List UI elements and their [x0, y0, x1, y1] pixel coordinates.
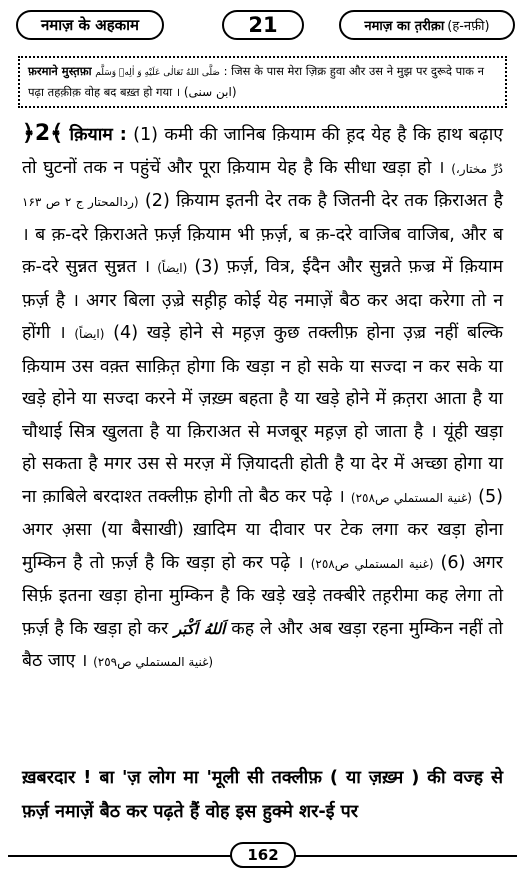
reference-5: (غنية المستملي ص٢٥٨) — [310, 556, 434, 571]
farmaan-arabic: صَلَّى اللهُ تَعَالٰى عَلَيْهِ وَ اٰلِهٖ وَسَلَّم — [95, 68, 220, 78]
chapter-subtitle-text: (ह-नफ़ी) — [447, 19, 490, 34]
book-section-title — [16, 10, 164, 40]
chapter-page-number-text: 21 — [248, 13, 278, 37]
rule-1: (1) कमी की जानिब क़ियाम की ह़द येह है कि हाथ बढ़ाए तो घुटनों तक न पहुंचें और पूरा क़ियाम येह है कि सीधा खड़ा हो । — [22, 125, 503, 178]
main-paragraph — [22, 118, 503, 679]
main-text — [22, 118, 503, 679]
rule-2: (2) क़ियाम इतनी देर तक है जितनी देर तक क़िराअत है । ब क़-दरे क़िराअते फ़र्ज़ क़ियाम भी फ़र्ज़, ब क़-दरे वाजिब वाजिब, और ब क़-दरे सुन्नत सुन्नत । — [22, 191, 503, 277]
footer-page-number-text: 162 — [247, 846, 279, 864]
farmaan-text: : जिस के पास मेरा ज़िक्र हुवा और उस ने मुझ पर दुरूदे पाक न पढ़ा तहक़ीक़ वोह बद बख़्त हो गया । — [28, 64, 485, 99]
rule-6-part-1: (6) अगर सिर्फ़ इतना खड़ा होना मुम्किन है कि खड़े खड़े तक्बीरे तह़रीमा कह लेगा तो फ़र्ज़ है कि खड़ा हो कर — [22, 552, 504, 639]
farmaan-label: फ़रमाने मुस्त़फ़ा — [28, 64, 92, 78]
reference-4: (غنية المستملي ص٢٥٨) — [350, 490, 472, 505]
reference-1: (دُرِّ مختار، ردالمحتار ج ۲ ص ۱۶۳) — [22, 161, 503, 209]
takbeer-calligraphy: اَللهُ اَكْبَر — [174, 619, 226, 638]
reference-6: (غنية المستملي ص٢٥٩) — [93, 655, 214, 669]
section-number-badge: ﴿2﴾ — [22, 121, 64, 146]
chapter-page-number — [222, 10, 304, 40]
warning-text: ख़बरदार ! बा 'ज़ लोग मा 'मूली सी तक्लीफ़ ( या ज़ख़्म ) की वज्ह से फ़र्ज़ नमाज़ें बैठ कर पढ़ते हैं वोह इस हुक्मे शर-ई पर — [22, 767, 503, 822]
rule-6-part-2: कह ले और अब खड़ा रहना मुम्किन नहीं तो बैठ जाए । — [22, 618, 503, 671]
rule-5: (5) अगर अ़सा (या बैसाखी) ख़ादिम या दीवार पर टेक लगा कर खड़ा होना मुम्किन है तो फ़र्ज़ है कि खड़ा हो कर पढ़े । — [22, 486, 504, 573]
farmaan-reference: (ابن سنی) — [183, 85, 237, 99]
reference-2: (ایضاً) — [157, 261, 188, 275]
page-header — [8, 6, 517, 46]
farmaan-box — [18, 56, 507, 108]
section-heading: क़ियाम : — [69, 125, 127, 145]
warning-paragraph — [22, 761, 503, 829]
rule-3: (3) फ़र्ज़, वित्र, ईदैन और सुन्नते फ़ज्र में क़ियाम फ़र्ज़ है । अगर बिला उ़ज़्रे सह़ीह़ कोई येह नमाज़ें बैठ कर अदा करेगा तो न होंगी । — [22, 257, 504, 343]
chapter-title — [339, 10, 515, 40]
chapter-title-text: नमाज़ का त़रीक़ा — [364, 19, 445, 34]
footer-page-number — [230, 842, 296, 868]
rule-4: (4) खड़े होने से मह़ज़ कुछ तक्लीफ़ होना उ़ज़्र नहीं बल्कि क़ियाम उस वक़्त साक़ित़ होगा कि खड़ा न हो सके या सज्दा न कर सके या खड़े होने या सज्दा करने में ज़ख़्म बहता है या खड़े होने में क़त़रा आता है या चौथाई सित्र खुलता है या क़िराअत से मजबूर मह़ज़ हो जाता है । यूंही खड़ा हो सकता है मगर उस से मरज़ में ज़ियादती होती है या देर में अच्छा होगा या ना क़ाबिले बरदाश्त तक्लीफ़ होगी तो बैठ कर पढ़े । — [22, 323, 504, 507]
reference-3: (ایضاً) — [74, 327, 105, 341]
book-section-title-text: नमाज़ के अहकाम — [40, 16, 140, 34]
